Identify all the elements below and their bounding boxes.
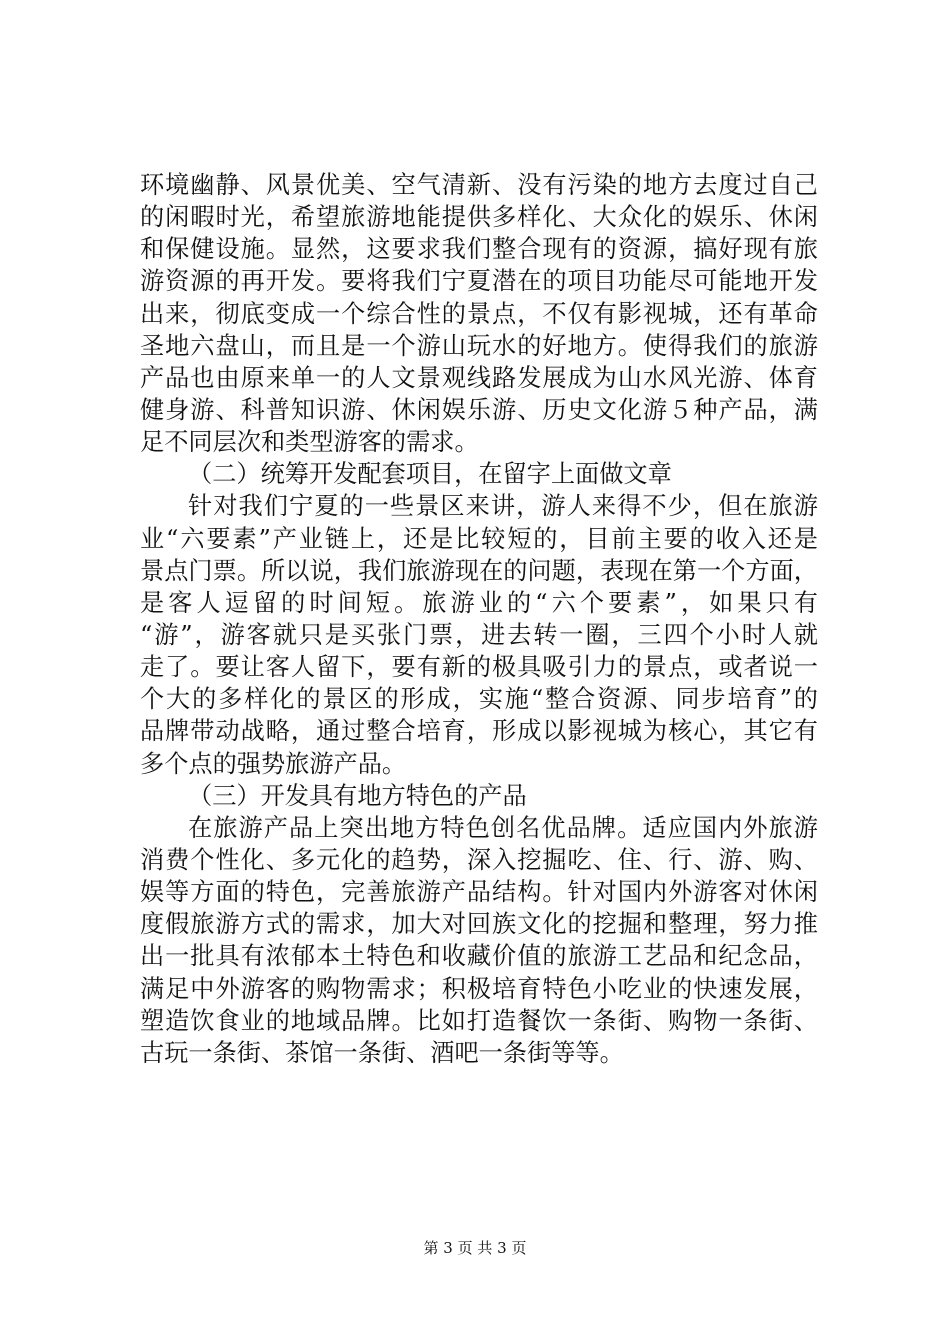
text-line: “游”，游客就只是买张门票，进去转一圈，三四个小时人就 [140,620,818,649]
text-line: 和保健设施。显然，这要求我们整合现有的资源，搞好现有旅 [140,235,818,264]
text-line: 的闲暇时光，希望旅游地能提供多样化、大众化的娱乐、休闲 [140,203,818,232]
text-line: 在旅游产品上突出地方特色创名优品牌。适应国内外旅游 [188,813,818,842]
text-line: 是客人逗留的时间短。旅游业的“六个要素”，如果只有 [140,588,818,617]
document-body [140,169,818,1069]
text-line: 个大的多样化的景区的形成，实施“整合资源、同步培育”的 [140,685,818,714]
text-line: 多个点的强势旅游产品。 [140,749,407,778]
page-footer: 第 3 页 共 3 页 [423,1239,527,1257]
text-line: 环境幽静、风景优美、空气清新、没有污染的地方去度过自己 [140,171,818,199]
text-line: 圣地六盘山，而且是一个游山玩水的好地方。使得我们的旅游 [140,331,818,360]
text-line: 出来，彻底变成一个综合性的景点，不仅有影视城，还有革命 [140,299,818,328]
text-line: （三）开发具有地方特色的产品 [188,781,527,810]
text-line: 景点门票。所以说，我们旅游现在的问题，表现在第一个方面， [140,556,818,585]
text-line: 满足中外游客的购物需求；积极培育特色小吃业的快速发展， [140,974,818,1003]
text-line: 品牌带动战略，通过整合培育，形成以影视城为核心，其它有 [140,717,818,746]
text-line: 针对我们宁夏的一些景区来讲，游人来得不少，但在旅游 [188,492,818,521]
text-line: 健身游、科普知识游、休闲娱乐游、历史文化游５种产品，满 [140,395,818,424]
text-line: 业“六要素”产业链上，还是比较短的，目前主要的收入还是 [140,524,818,553]
text-line: 出一批具有浓郁本土特色和收藏价值的旅游工艺品和纪念品， [140,942,818,971]
text-line: 产品也由原来单一的人文景观线路发展成为山水风光游、体育 [140,363,818,392]
text-line: 足不同层次和类型游客的需求。 [140,428,479,457]
text-line: 塑造饮食业的地域品牌。比如打造餐饮一条街、购物一条街、 [140,1006,818,1035]
text-line: 消费个性化、多元化的趋势，深入挖掘吃、住、行、游、购、 [140,845,818,874]
text-line: （二）统筹开发配套项目，在留字上面做文章 [188,460,672,489]
text-line: 游资源的再开发。要将我们宁夏潜在的项目功能尽可能地开发 [140,267,818,296]
text-line: 走了。要让客人留下，要有新的极具吸引力的景点，或者说一 [140,653,818,682]
text-line: 娱等方面的特色，完善旅游产品结构。针对国内外游客对休闲 [140,878,818,907]
text-line: 古玩一条街、茶馆一条街、酒吧一条街等等。 [140,1038,624,1067]
text-line: 度假旅游方式的需求，加大对回族文化的挖掘和整理，努力推 [140,910,818,939]
